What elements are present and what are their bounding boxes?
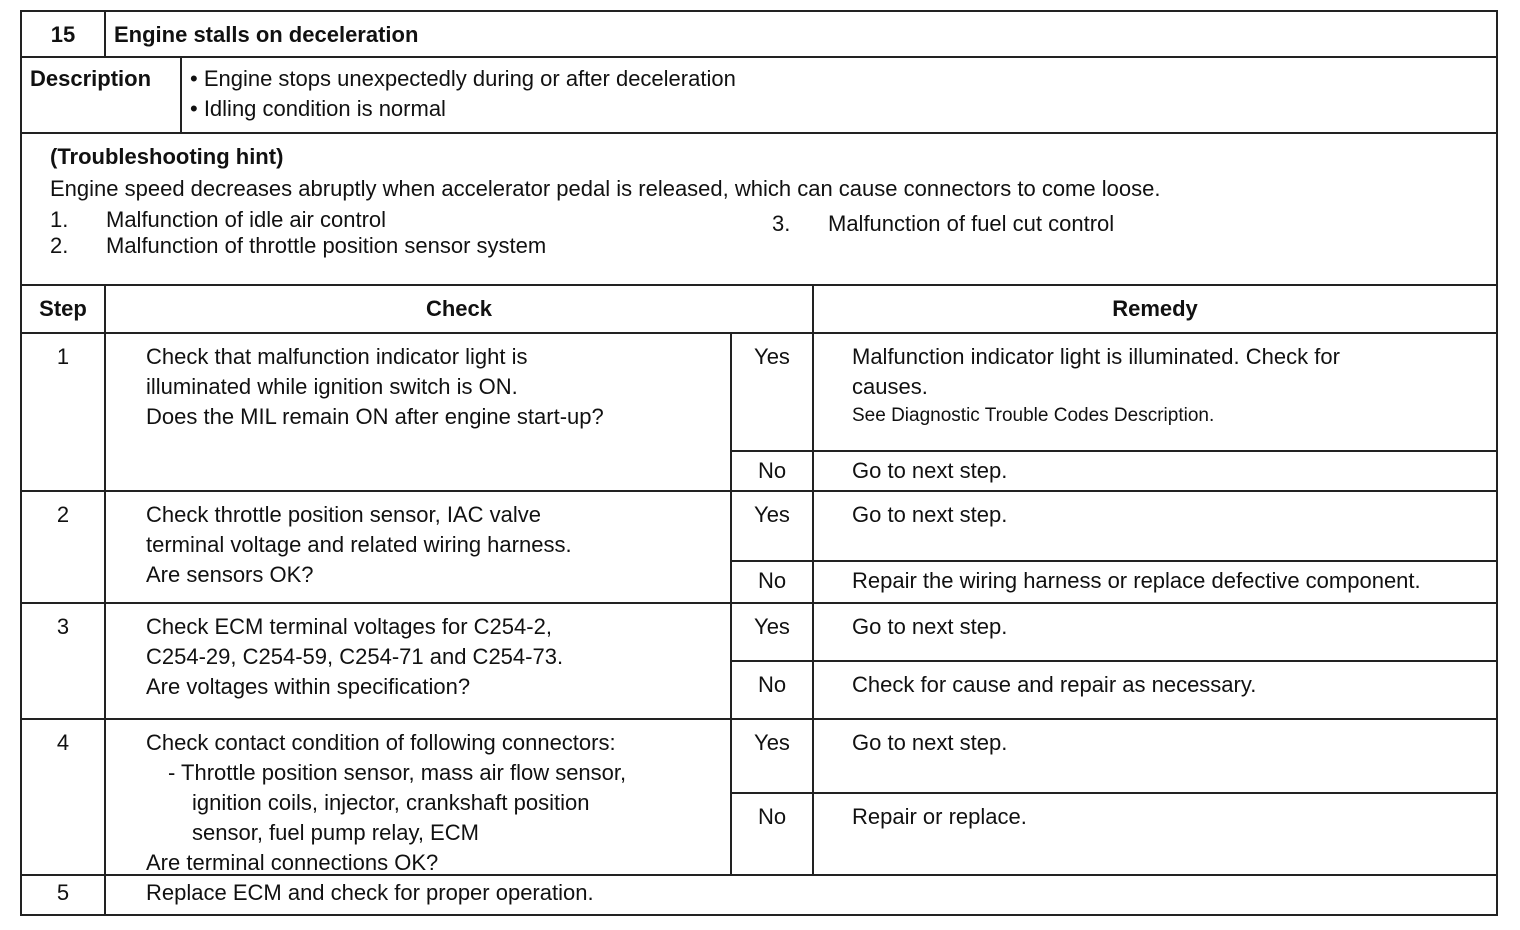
outcome-group bbox=[730, 492, 1496, 602]
description-text bbox=[180, 58, 1496, 132]
no-branch bbox=[732, 662, 1496, 718]
hint-row bbox=[22, 134, 1496, 286]
remedy-text: Go to next step. bbox=[812, 492, 1496, 560]
hint-title: (Troubleshooting hint) bbox=[50, 144, 284, 169]
no-label: No bbox=[757, 804, 787, 829]
remedy-text: Go to next step. bbox=[812, 452, 1496, 490]
remedy-header: Remedy bbox=[812, 286, 1496, 332]
table-row bbox=[22, 604, 1496, 720]
no-label: No bbox=[757, 458, 787, 483]
table-row bbox=[22, 334, 1496, 492]
yes-branch bbox=[732, 334, 1496, 452]
table-row bbox=[22, 876, 1496, 914]
yes-branch bbox=[732, 604, 1496, 662]
procedure-number: 15 bbox=[50, 22, 76, 47]
remedy-text: Go to next step. bbox=[812, 604, 1496, 660]
hint-text: Engine speed decreases abruptly when accelerator pedal is released, which can cause connectors to come loose. bbox=[50, 176, 1161, 201]
remedy-note: See Diagnostic Trouble Codes Description. bbox=[852, 405, 1215, 426]
hint-list bbox=[50, 204, 1496, 274]
troubleshooting-document bbox=[20, 10, 1498, 916]
description-line: • Idling condition is normal bbox=[190, 96, 446, 121]
outcome-group bbox=[730, 604, 1496, 718]
no-label: No bbox=[757, 672, 787, 697]
no-branch bbox=[732, 562, 1496, 602]
check-text: Check contact condition of following connectors: - Throttle position sensor, mass air flow sensor, ignition coils, injector, crankshaft position sensor, fuel pump relay, ECM Are terminal connections OK? bbox=[104, 720, 730, 874]
hint-item: 2. Malfunction of throttle position sensor system bbox=[50, 233, 547, 258]
remedy-text: Check for cause and repair as necessary. bbox=[812, 662, 1496, 718]
yes-label: Yes bbox=[754, 344, 790, 369]
step-number: 3 bbox=[56, 614, 70, 639]
remedy-text: Repair the wiring harness or replace defective component. bbox=[812, 562, 1496, 602]
step-number: 2 bbox=[56, 502, 70, 527]
yes-label: Yes bbox=[754, 502, 790, 527]
table-row bbox=[22, 720, 1496, 876]
table-row bbox=[22, 492, 1496, 604]
step-header: Step bbox=[39, 296, 87, 321]
hint-item: 1. Malfunction of idle air control bbox=[50, 207, 387, 232]
title-row bbox=[22, 12, 1496, 58]
description-line: • Engine stops unexpectedly during or after deceleration bbox=[190, 66, 736, 91]
step-number: 4 bbox=[56, 730, 70, 755]
check-text: Check ECM terminal voltages for C254-2, C254-29, C254-59, C254-71 and C254-73. Are voltages within specification? bbox=[104, 604, 730, 718]
description-label: Description bbox=[30, 66, 152, 91]
check-header: Check bbox=[104, 286, 812, 332]
no-branch bbox=[732, 794, 1496, 874]
yes-label: Yes bbox=[754, 730, 790, 755]
description-row bbox=[22, 58, 1496, 134]
outcome-group bbox=[730, 334, 1496, 490]
no-branch bbox=[732, 452, 1496, 490]
outcome-group bbox=[730, 720, 1496, 874]
yes-label: Yes bbox=[754, 614, 790, 639]
check-text: Check throttle position sensor, IAC valve terminal voltage and related wiring harness. Are sensors OK? bbox=[104, 492, 730, 602]
remedy-text: Repair or replace. bbox=[812, 794, 1496, 874]
remedy-text: Go to next step. bbox=[812, 720, 1496, 792]
remedy-text: Malfunction indicator light is illuminated. Check for causes. See Diagnostic Trouble Codes Description. bbox=[812, 334, 1496, 450]
hint-item: 3. Malfunction of fuel cut control bbox=[772, 211, 1115, 236]
no-label: No bbox=[757, 568, 787, 593]
step-number: 1 bbox=[56, 344, 70, 369]
table-header-row bbox=[22, 286, 1496, 334]
procedure-title: Engine stalls on deceleration bbox=[104, 12, 1496, 56]
check-text: Check that malfunction indicator light is illuminated while ignition switch is ON. Does the MIL remain ON after engine start-up? bbox=[104, 334, 730, 490]
yes-branch bbox=[732, 492, 1496, 562]
step-number: 5 bbox=[56, 880, 70, 905]
check-text: Replace ECM and check for proper operation. bbox=[104, 876, 1496, 914]
yes-branch bbox=[732, 720, 1496, 794]
